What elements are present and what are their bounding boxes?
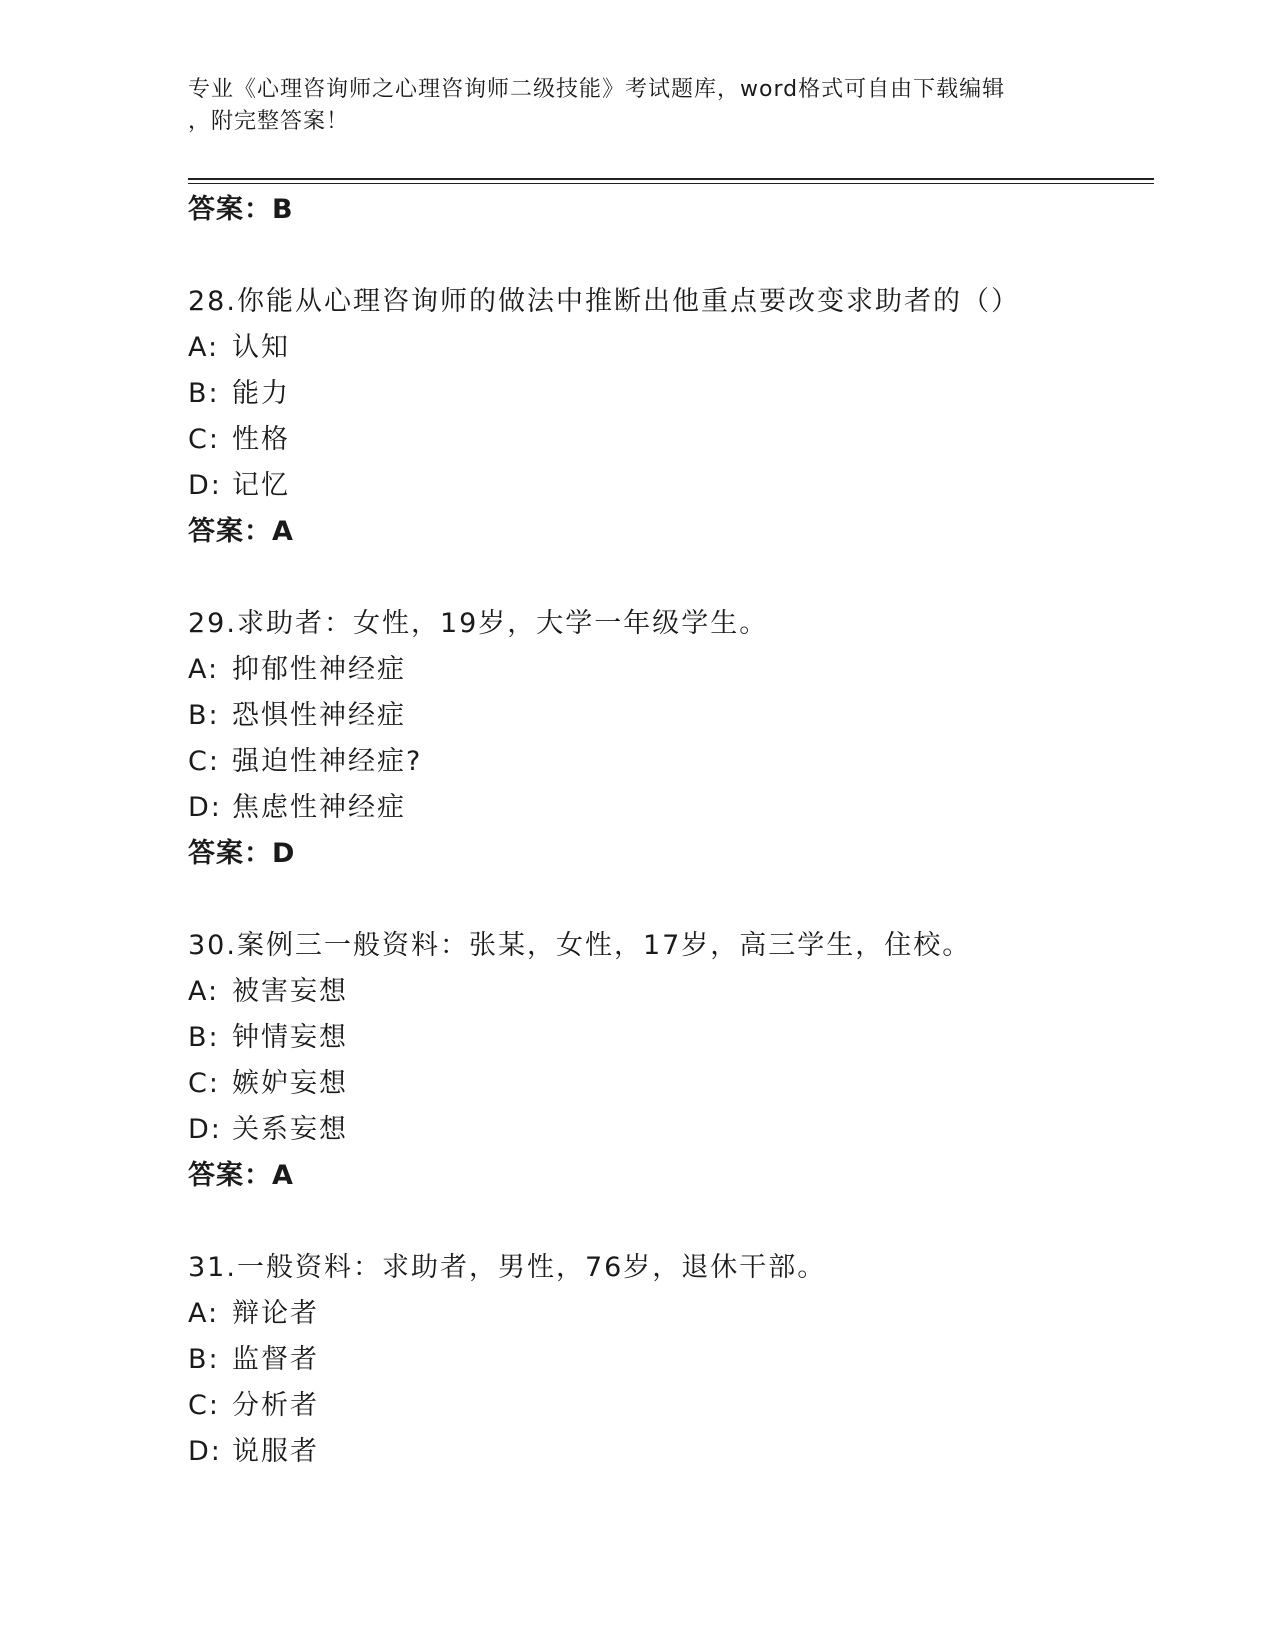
option-b: B: 能力	[188, 378, 290, 409]
page-header	[188, 74, 1088, 138]
question-list	[188, 193, 1148, 1469]
question-29	[188, 607, 1148, 871]
option-b: B: 钟情妄想	[188, 1022, 348, 1053]
header-line-1: 专业《心理咨询师之心理咨询师二级技能》考试题库，word格式可自由下载编辑	[188, 77, 1006, 102]
question-text: 31.一般资料：求助者，男性，76岁，退休干部。	[188, 1252, 827, 1283]
question-text: 29.求助者：女性，19岁，大学一年级学生。	[188, 608, 769, 639]
answer-line: 答案：B	[188, 194, 294, 225]
option-c: C: 分析者	[188, 1390, 319, 1421]
answer-line: 答案：A	[188, 1160, 294, 1191]
question-28	[188, 285, 1148, 549]
option-d: D: 说服者	[188, 1436, 319, 1467]
option-d: D: 关系妄想	[188, 1114, 348, 1145]
header-divider	[188, 178, 1154, 184]
question-31	[188, 1251, 1148, 1469]
option-a: A: 辩论者	[188, 1298, 319, 1329]
header-line-2: ，附完整答案！	[188, 109, 350, 134]
option-a: A: 认知	[188, 332, 290, 363]
option-d: D: 记忆	[188, 470, 290, 501]
question-text: 28.你能从心理咨询师的做法中推断出他重点要改变求助者的（）	[188, 286, 1020, 317]
option-a: A: 被害妄想	[188, 976, 348, 1007]
question-30	[188, 929, 1148, 1193]
answer-line: 答案：A	[188, 516, 294, 547]
option-b: B: 监督者	[188, 1344, 319, 1375]
option-d: D: 焦虑性神经症	[188, 792, 406, 823]
option-c: C: 嫉妒妄想	[188, 1068, 348, 1099]
option-c: C: 强迫性神经症?	[188, 746, 423, 777]
answer-line: 答案：D	[188, 838, 296, 869]
option-b: B: 恐惧性神经症	[188, 700, 406, 731]
option-a: A: 抑郁性神经症	[188, 654, 406, 685]
option-c: C: 性格	[188, 424, 290, 455]
question-text: 30.案例三一般资料：张某，女性，17岁，高三学生，住校。	[188, 930, 972, 961]
